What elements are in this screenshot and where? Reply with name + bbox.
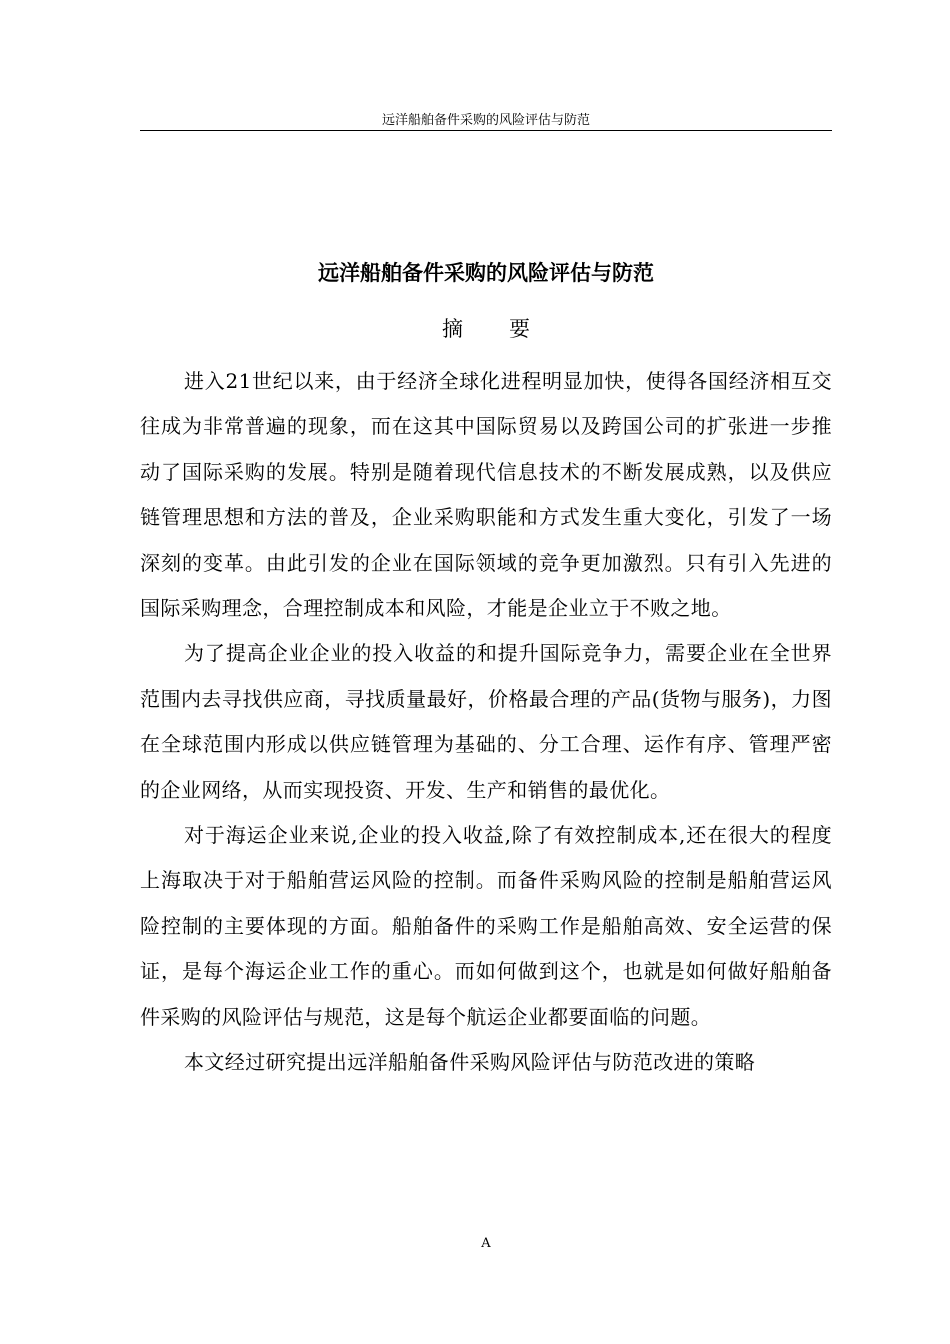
running-header: 远洋船舶备件采购的风险评估与防范 [381,113,590,128]
document-title: 远洋船舶备件采购的风险评估与防范 [318,261,654,285]
abstract-paragraph-1: 进入21世纪以来，由于经济全球化进程明显加快，使得各国经济相互交往成为非常普遍的现象，而在这其中国际贸易以及跨国公司的扩张进一步推动了国际采购的发展。特别是随着现代信息技术的不断发展成熟，以及供应链管理思想和方法的普及，企业采购职能和方式发生重大变化，引发了一场深刻的变革。由此引发的企业在国际领域的竞争更加激烈。只有引入先进的国际采购理念，合理控制成本和风险，才能是企业立于不败之地。 [140,369,832,621]
page-number: A [481,1236,491,1251]
header-rule [140,130,832,131]
abstract-body [140,359,832,1086]
abstract-heading-char-1: 摘 [442,317,463,341]
abstract-paragraph-4: 本文经过研究提出远洋船舶备件采购风险评估与防范改进的策略 [184,1050,756,1075]
abstract-heading [140,314,832,344]
abstract-paragraph-2: 为了提高企业企业的投入收益的和提升国际竞争力，需要企业在全世界范围内去寻找供应商，寻找质量最好，价格最合理的产品(货物与服务)，力图在全球范围内形成以供应链管理为基础的、分工合理、运作有序、管理严密的企业网络，从而实现投资、开发、生产和销售的最优化。 [140,641,832,802]
abstract-paragraph-3: 对于海运企业来说,企业的投入收益,除了有效控制成本,还在很大的程度上海取决于对于船舶营运风险的控制。而备件采购风险的控制是船舶营运风险控制的主要体现的方面。船舶备件的采购工作是船舶高效、安全运营的保证，是每个海运企业工作的重心。而如何做到这个，也就是如何做好船舶备件采购的风险评估与规范，这是每个航运企业都要面临的问题。 [140,823,832,1029]
abstract-heading-char-2: 要 [509,317,530,341]
